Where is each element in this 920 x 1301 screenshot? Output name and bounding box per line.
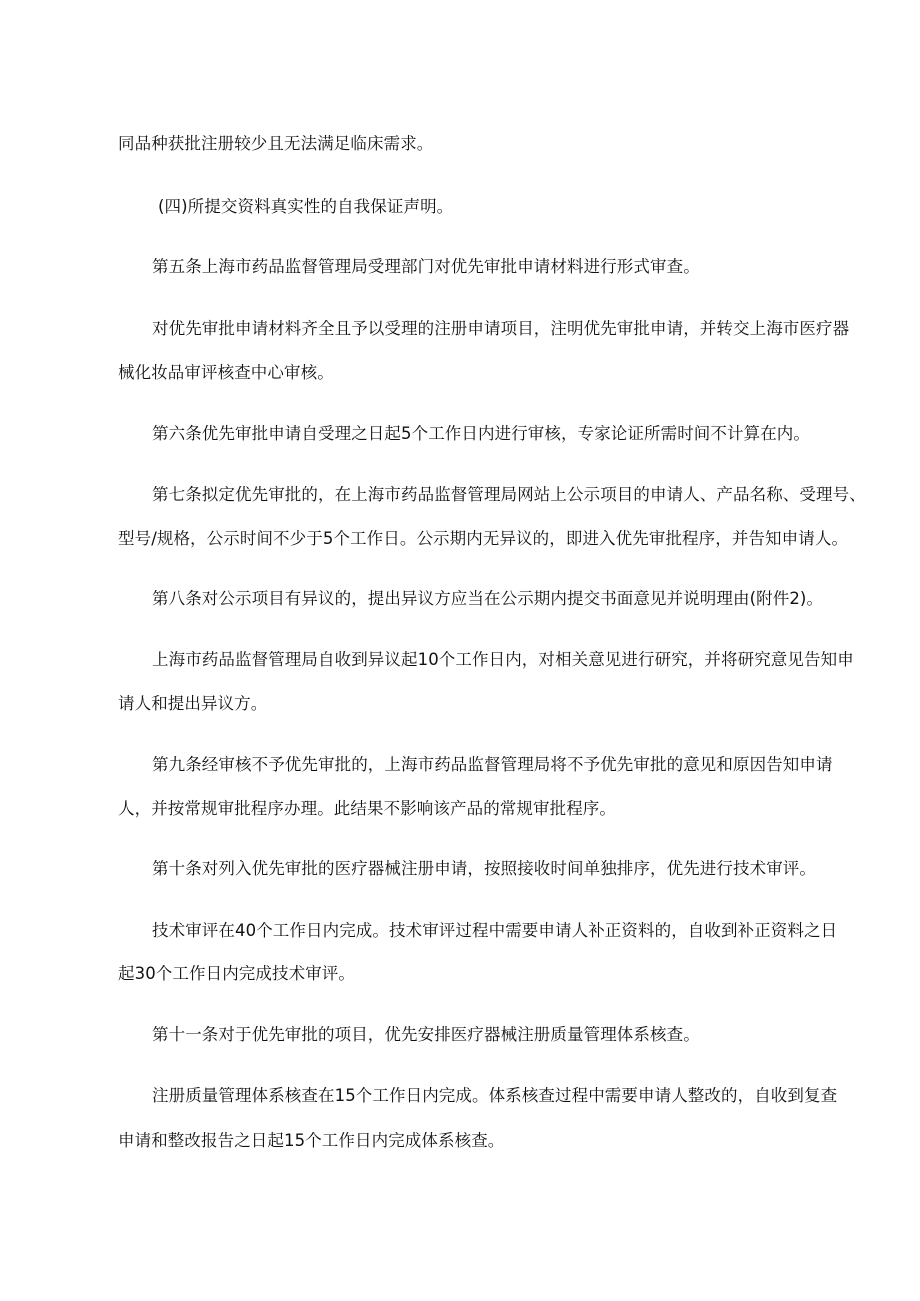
text-line: (四)所提交资料真实性的自我保证声明。 <box>158 197 454 216</box>
text-line: 请人和提出异议方。 <box>118 694 268 713</box>
text-line: 起30个工作日内完成技术审评。 <box>118 964 355 983</box>
text-line: 同品种获批注册较少且无法满足临床需求。 <box>118 134 434 153</box>
text-line: 第八条对公示项目有异议的，提出异议方应当在公示期内提交书面意见并说明理由(附件2)。 <box>152 589 824 608</box>
text-line: 人，并按常规审批程序办理。此结果不影响该产品的常规审批程序。 <box>118 799 616 818</box>
text-line: 上海市药品监督管理局自收到异议起10个工作日内，对相关意见进行研究，并将研究意见告知申 <box>152 650 854 669</box>
text-line: 型号/规格，公示时间不少于5个工作日。公示期内无异议的，即进入优先审批程序，并告知申请人。 <box>118 529 849 548</box>
text-line: 注册质量管理体系核查在15个工作日内完成。体系核查过程中需要申请人整改的，自收到复查 <box>152 1086 838 1105</box>
text-line: 第九条经审核不予优先审批的，上海市药品监督管理局将不予优先审批的意见和原因告知申请 <box>152 755 833 774</box>
text-line: 第五条上海市药品监督管理局受理部门对优先审批申请材料进行形式审查。 <box>152 257 700 276</box>
text-line: 技术审评在40个工作日内完成。技术审评过程中需要申请人补正资料的，自收到补正资料之日 <box>152 921 838 940</box>
text-line: 第十一条对于优先审批的项目，优先安排医疗器械注册质量管理体系核查。 <box>152 1025 700 1044</box>
text-line: 械化妆品审评核查中心审核。 <box>118 363 334 382</box>
text-line: 第六条优先审批申请自受理之日起5个工作日内进行审核，专家论证所需时间不计算在内。 <box>152 424 810 443</box>
text-line: 第七条拟定优先审批的，在上海市药品监督管理局网站上公示项目的申请人、产品名称、受理号、 <box>152 485 866 504</box>
text-line: 申请和整改报告之日起15个工作日内完成体系核查。 <box>118 1131 505 1150</box>
text-line: 第十条对列入优先审批的医疗器械注册申请，按照接收时间单独排序，优先进行技术审评。 <box>152 859 816 878</box>
text-line: 对优先审批申请材料齐全且予以受理的注册申请项目，注明优先审批申请，并转交上海市医疗器 <box>152 319 850 338</box>
